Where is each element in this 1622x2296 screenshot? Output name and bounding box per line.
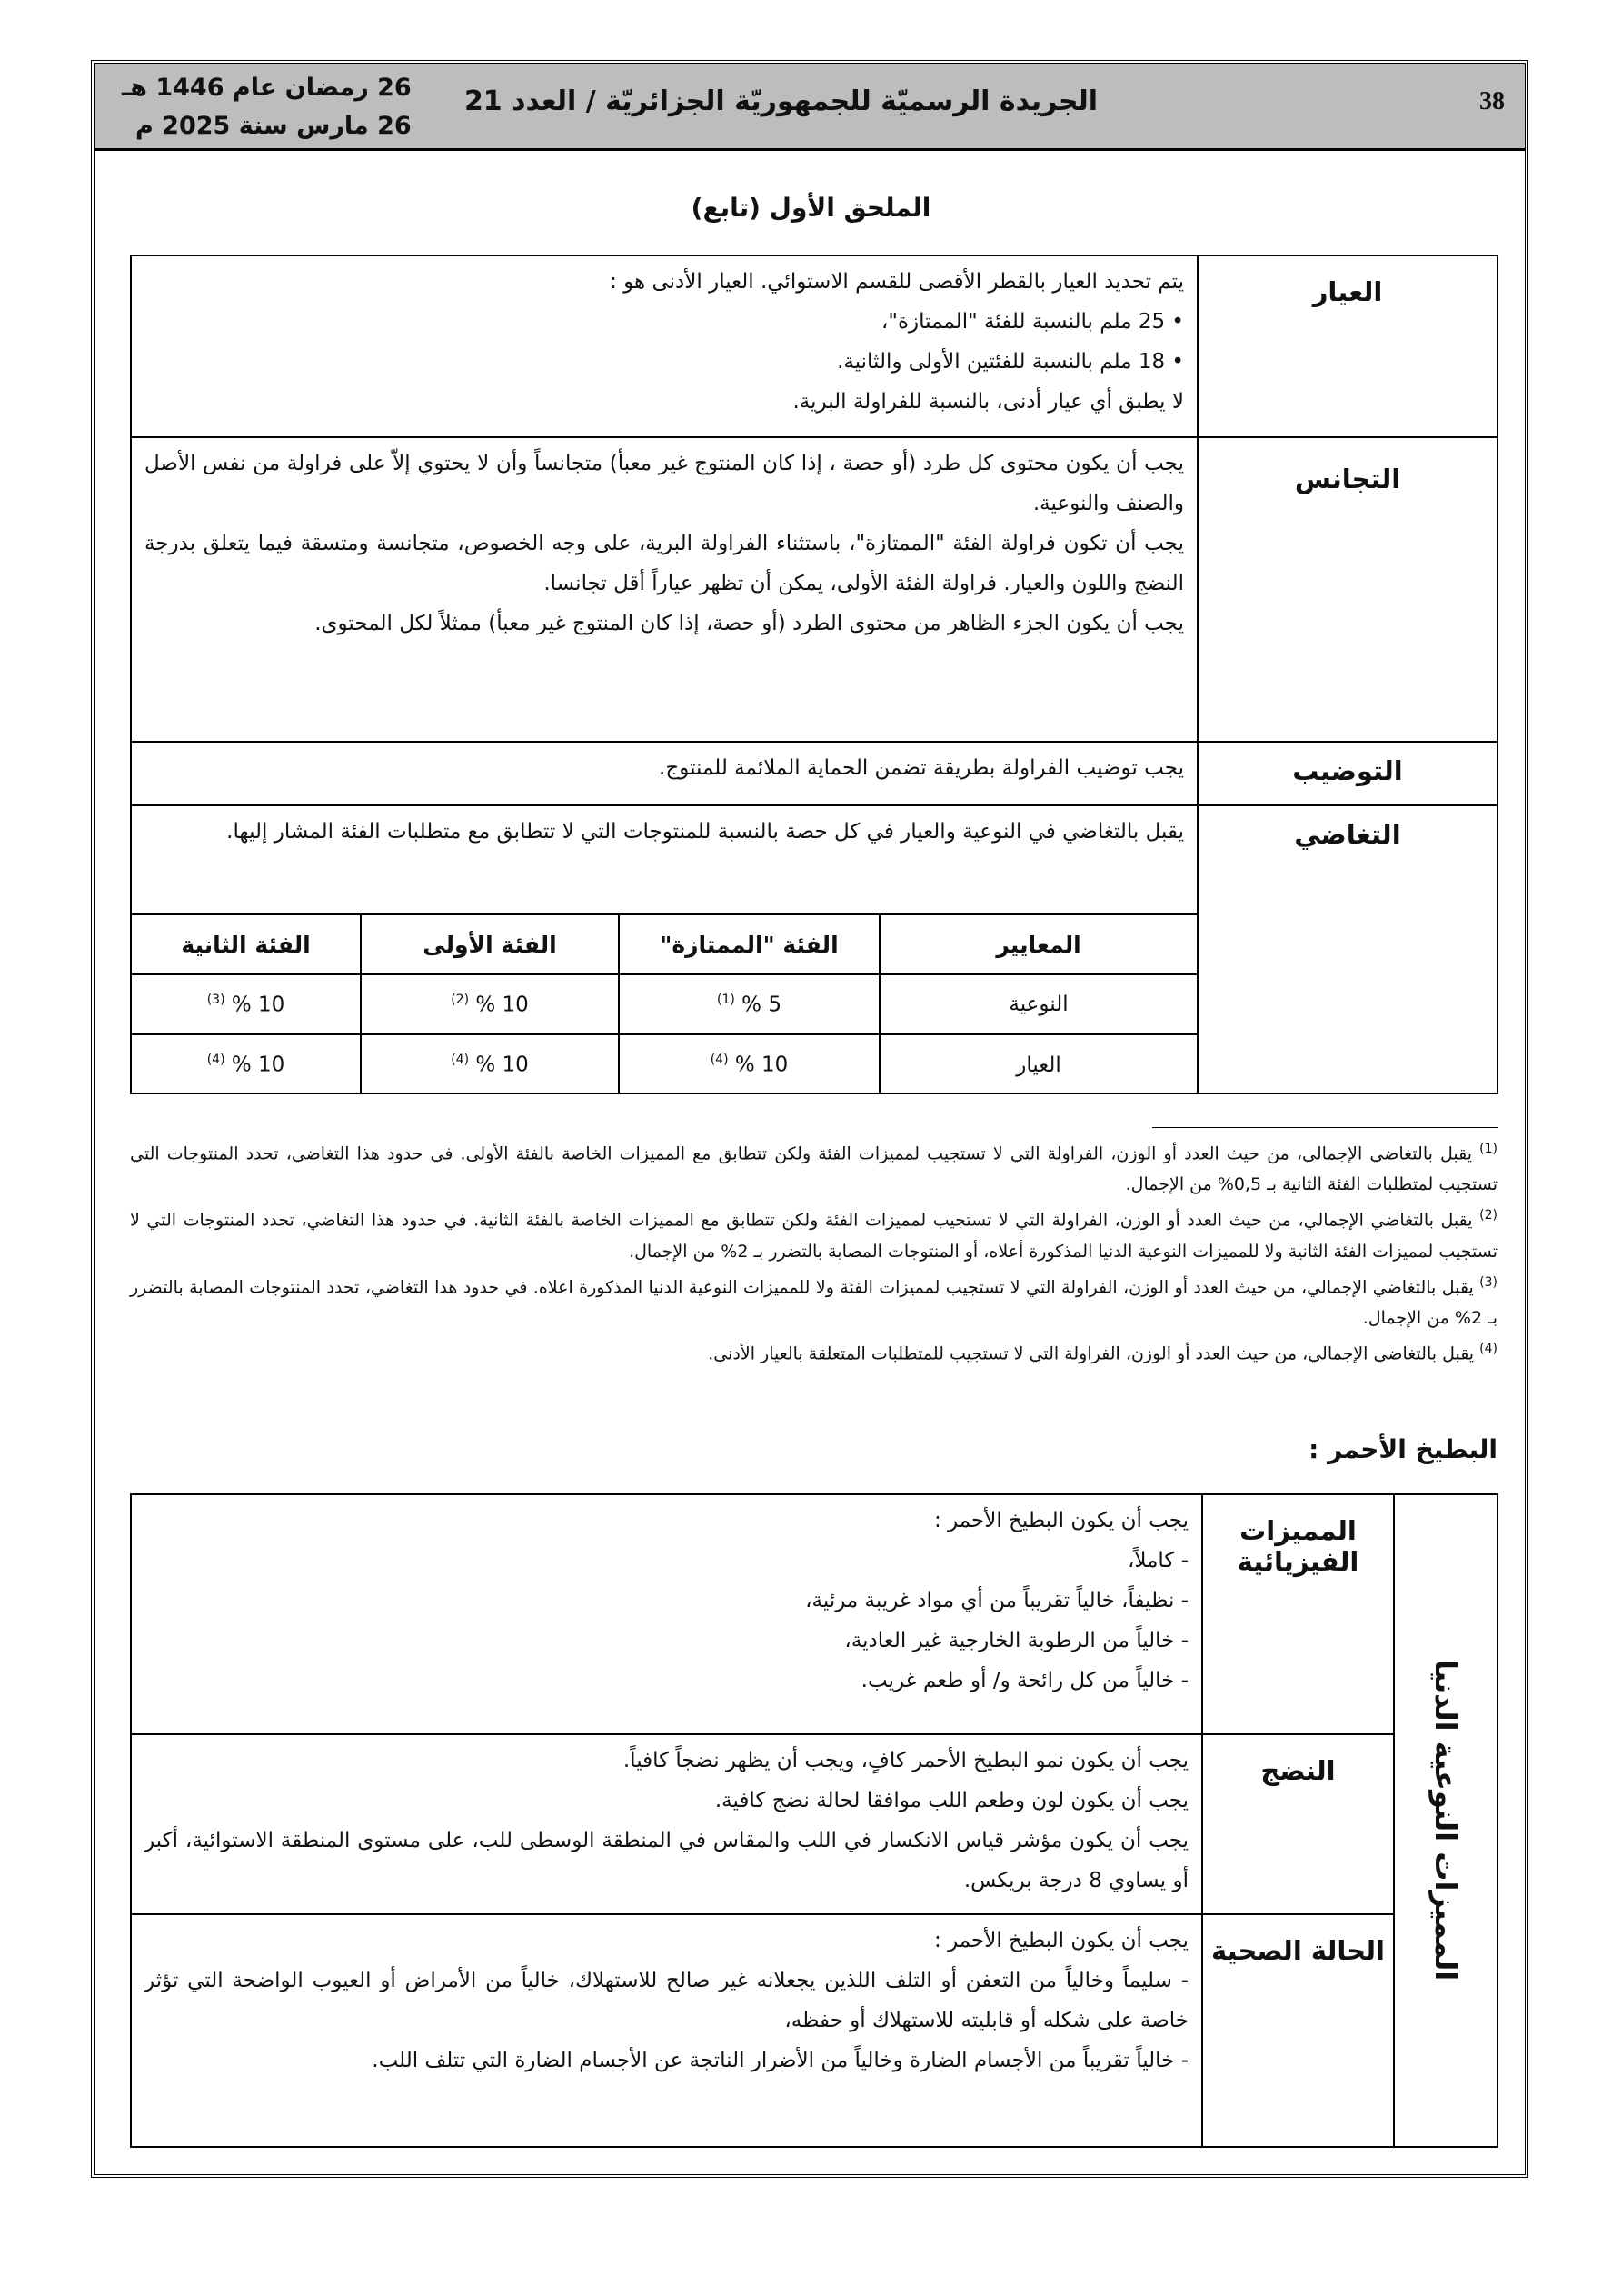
footnote-ref: (2) xyxy=(451,992,470,1007)
row-ripeness xyxy=(131,1734,1498,1914)
header-date xyxy=(122,69,412,145)
value: 10 % xyxy=(231,1053,285,1077)
footnote-text: يقبل بالتغاضي الإجمالي، من حيث العدد أو الوزن، الفراولة التي لا تستجيب لمميزات الفئة ولا للمميزات النوعية الدنيا المذكورة اعلاه. في حدود هذا التغاضي، تحدد المنتوجات المصابة بالتضرر بـ 2% من الإجمال. xyxy=(130,1276,1498,1328)
tolerance-text: يقبل بالتغاضي في النوعية والعيار في كل حصة بالنسبة للمنتوجات التي لا تتطابق مع متطلبات الفئة المشار إليها. xyxy=(226,820,1184,844)
row-homogeneity xyxy=(131,437,1498,742)
footnote-ref: (4) xyxy=(206,1053,225,1068)
criteria-cell: العيار xyxy=(880,1034,1197,1094)
section-heading-watermelon: البطيخ الأحمر : xyxy=(1309,1434,1498,1464)
label-packaging: التوضيب xyxy=(1198,742,1498,805)
col-second: الفئة الثانية xyxy=(132,914,361,974)
label-homogeneity: التجانس xyxy=(1198,437,1498,742)
row-packaging xyxy=(131,742,1498,805)
row-caliber xyxy=(131,255,1498,437)
col-extra: الفئة "الممتازة" xyxy=(619,914,880,974)
value: 10 % xyxy=(734,1053,789,1077)
line: يجب أن يكون الجزء الظاهر من محتوى الطرد (أو حصة، إذا كان المنتوج غير معبأ) ممثلاً لكل المحتوى. xyxy=(314,612,1184,635)
line: يجب أن يكون مؤشر قياس الانكسار في اللب والمقاس في المنطقة الوسطى للب، على مستوى المنطقة الاستوائية، أكبر أو يساوي 8 درجة بريكس. xyxy=(144,1829,1189,1892)
footnote-number: (1) xyxy=(1479,1142,1498,1156)
value: 10 % xyxy=(475,993,529,1017)
col-criteria: المعايير xyxy=(880,914,1197,974)
line: - نظيفاً، خالياً تقريباً من أي مواد غريبة مرئية، xyxy=(805,1589,1189,1612)
line: - خالياً تقريباً من الأجسام الضارة وخالياً من الأضرار الناتجة عن الأجسام الضارة التي تتلف اللب. xyxy=(372,2049,1189,2072)
footnote-ref: (1) xyxy=(717,992,735,1007)
label-ripeness: النضج xyxy=(1202,1734,1394,1914)
date-gregorian: 26 مارس سنة 2025 م xyxy=(134,112,412,140)
line: - خالياً من كل رائحة و/ أو طعم غريب. xyxy=(861,1669,1189,1692)
line: لا يطبق أي عيار أدنى، بالنسبة للفراولة البرية. xyxy=(792,390,1184,414)
table-row xyxy=(132,974,1197,1034)
tolerance-cell xyxy=(131,805,1198,1093)
packaging-text: يجب توضيب الفراولة بطريقة تضمن الحماية الملائمة للمنتوج. xyxy=(131,742,1198,805)
label-tolerance: التغاضي xyxy=(1198,805,1498,1093)
label-caliber: العيار xyxy=(1198,255,1498,437)
line: - كاملاً، xyxy=(1127,1549,1189,1572)
line: - سليماً وخالياً من التعفن أو التلف اللذين يجعلانه غير صالح للاستهلاك، خالياً من الأمراض أو العيوب الواضحة التي تؤثر خاصة على شكله أو قابليته للاستهلاك أو حفظه، xyxy=(144,1969,1189,2032)
footnote xyxy=(130,1200,1498,1266)
homogeneity-text xyxy=(131,437,1198,742)
footnote-text: يقبل بالتغاضي الإجمالي، من حيث العدد أو الوزن، الفراولة التي لا تستجيب للمتطلبات المتعلقة بالعيار الأدنى. xyxy=(708,1343,1475,1364)
table-row xyxy=(132,1034,1197,1094)
footnote-ref: (4) xyxy=(451,1053,470,1068)
line: يجب أن يكون البطيخ الأحمر : xyxy=(934,1929,1189,1952)
value-cell xyxy=(361,974,619,1034)
footnote-rule xyxy=(1152,1127,1498,1128)
row-physical xyxy=(131,1494,1498,1734)
value-cell xyxy=(619,974,880,1034)
physical-text xyxy=(131,1494,1202,1734)
line: يجب أن يكون محتوى كل طرد (أو حصة ، إذا كان المنتوج غير معبأ) متجانساً وأن لا يحتوي إلاّ على فراولة من نفس الأصل والصنف والنوعية. xyxy=(144,452,1184,515)
caliber-text xyxy=(131,255,1198,437)
row-health xyxy=(131,1914,1498,2147)
footnote-text: يقبل بالتغاضي الإجمالي، من حيث العدد أو الوزن، الفراولة التي لا تستجيب لمميزات الفئة ولكن تتطابق مع المميزات الخاصة بالفئة الأولى. في حدود هذا التغاضي، تحدد المنتوجات التي تستجيب لمتطلبات الفئة الثانية بـ 0,5% من الإجمال. xyxy=(130,1143,1498,1195)
watermelon-table xyxy=(130,1493,1498,2148)
value-cell xyxy=(132,1034,361,1094)
criteria-cell: النوعية xyxy=(880,974,1197,1034)
strawberry-table xyxy=(130,255,1498,1094)
footnote-ref: (3) xyxy=(206,992,225,1007)
tolerance-table xyxy=(132,913,1197,1094)
page-number: 38 xyxy=(1479,87,1505,115)
footnote xyxy=(130,1267,1498,1333)
value: 5 % xyxy=(741,993,781,1017)
group-label: المميزات النوعية الدنيا xyxy=(1394,1494,1498,2147)
line: يجب أن تكون فراولة الفئة "الممتازة"، باستثناء الفراولة البرية، على وجه الخصوص، متجانسة ومتسقة فيما يتعلق بدرجة النضج واللون والعيار. فراولة الفئة الأولى، يمكن أن تظهر عياراً أقل تجانسا. xyxy=(144,532,1184,595)
col-first: الفئة الأولى xyxy=(361,914,619,974)
ripeness-text xyxy=(131,1734,1202,1914)
line: يجب أن يكون نمو البطيخ الأحمر كافٍ، ويجب أن يظهر نضجاً كافياً. xyxy=(622,1749,1189,1772)
footnotes xyxy=(130,1127,1498,1369)
tolerance-header-row xyxy=(132,914,1197,974)
health-text xyxy=(131,1914,1202,2147)
date-hijri: 26 رمضان عام 1446 هـ xyxy=(122,74,412,102)
line: يتم تحديد العيار بالقطر الأقصى للقسم الاستوائي. العيار الأدنى هو : xyxy=(610,270,1184,294)
line: - خالياً من الرطوبة الخارجية غير العادية، xyxy=(844,1629,1189,1652)
label-health: الحالة الصحية xyxy=(1202,1914,1394,2147)
value: 10 % xyxy=(475,1053,529,1077)
footnote-number: (3) xyxy=(1479,1274,1498,1290)
value-cell xyxy=(132,974,361,1034)
value-cell xyxy=(361,1034,619,1094)
line: يجب أن يكون البطيخ الأحمر : xyxy=(934,1509,1189,1532)
footnote-number: (4) xyxy=(1479,1341,1498,1356)
line: • 25 ملم بالنسبة للفئة "الممتازة"، xyxy=(881,310,1184,334)
label-physical: المميزات الفيزيائية xyxy=(1202,1494,1394,1734)
footnote-text: يقبل بالتغاضي الإجمالي، من حيث العدد أو الوزن، الفراولة التي لا تستجيب لمميزات الفئة ولكن تتطابق مع المميزات الخاصة بالفئة الثانية. في حدود هذا التغاضي، تحدد المنتوجات التي لا تستجيب لمميزات الفئة الثانية ولا للمميزات النوعية الدنيا المذكورة أعلاه، أو المنتوجات المصابة بالتضرر بـ 2% من الإجمال. xyxy=(130,1210,1498,1262)
line: • 18 ملم بالنسبة للفئتين الأولى والثانية. xyxy=(837,350,1184,374)
line: يجب أن يكون لون وطعم اللب موافقا لحالة نضج كافية. xyxy=(714,1789,1189,1812)
footnote-ref: (4) xyxy=(710,1053,729,1068)
value: 10 % xyxy=(231,993,285,1017)
page-header xyxy=(95,64,1525,151)
value-cell xyxy=(619,1034,880,1094)
row-tolerance xyxy=(131,805,1498,1093)
annex-title: الملحق الأول (تابع) xyxy=(691,193,931,223)
footnote xyxy=(130,1133,1498,1200)
journal-title: الجريدة الرسميّة للجمهوريّة الجزائريّة / العدد 21 xyxy=(463,85,1098,117)
footnote-number: (2) xyxy=(1479,1208,1498,1223)
footnote xyxy=(130,1333,1498,1369)
